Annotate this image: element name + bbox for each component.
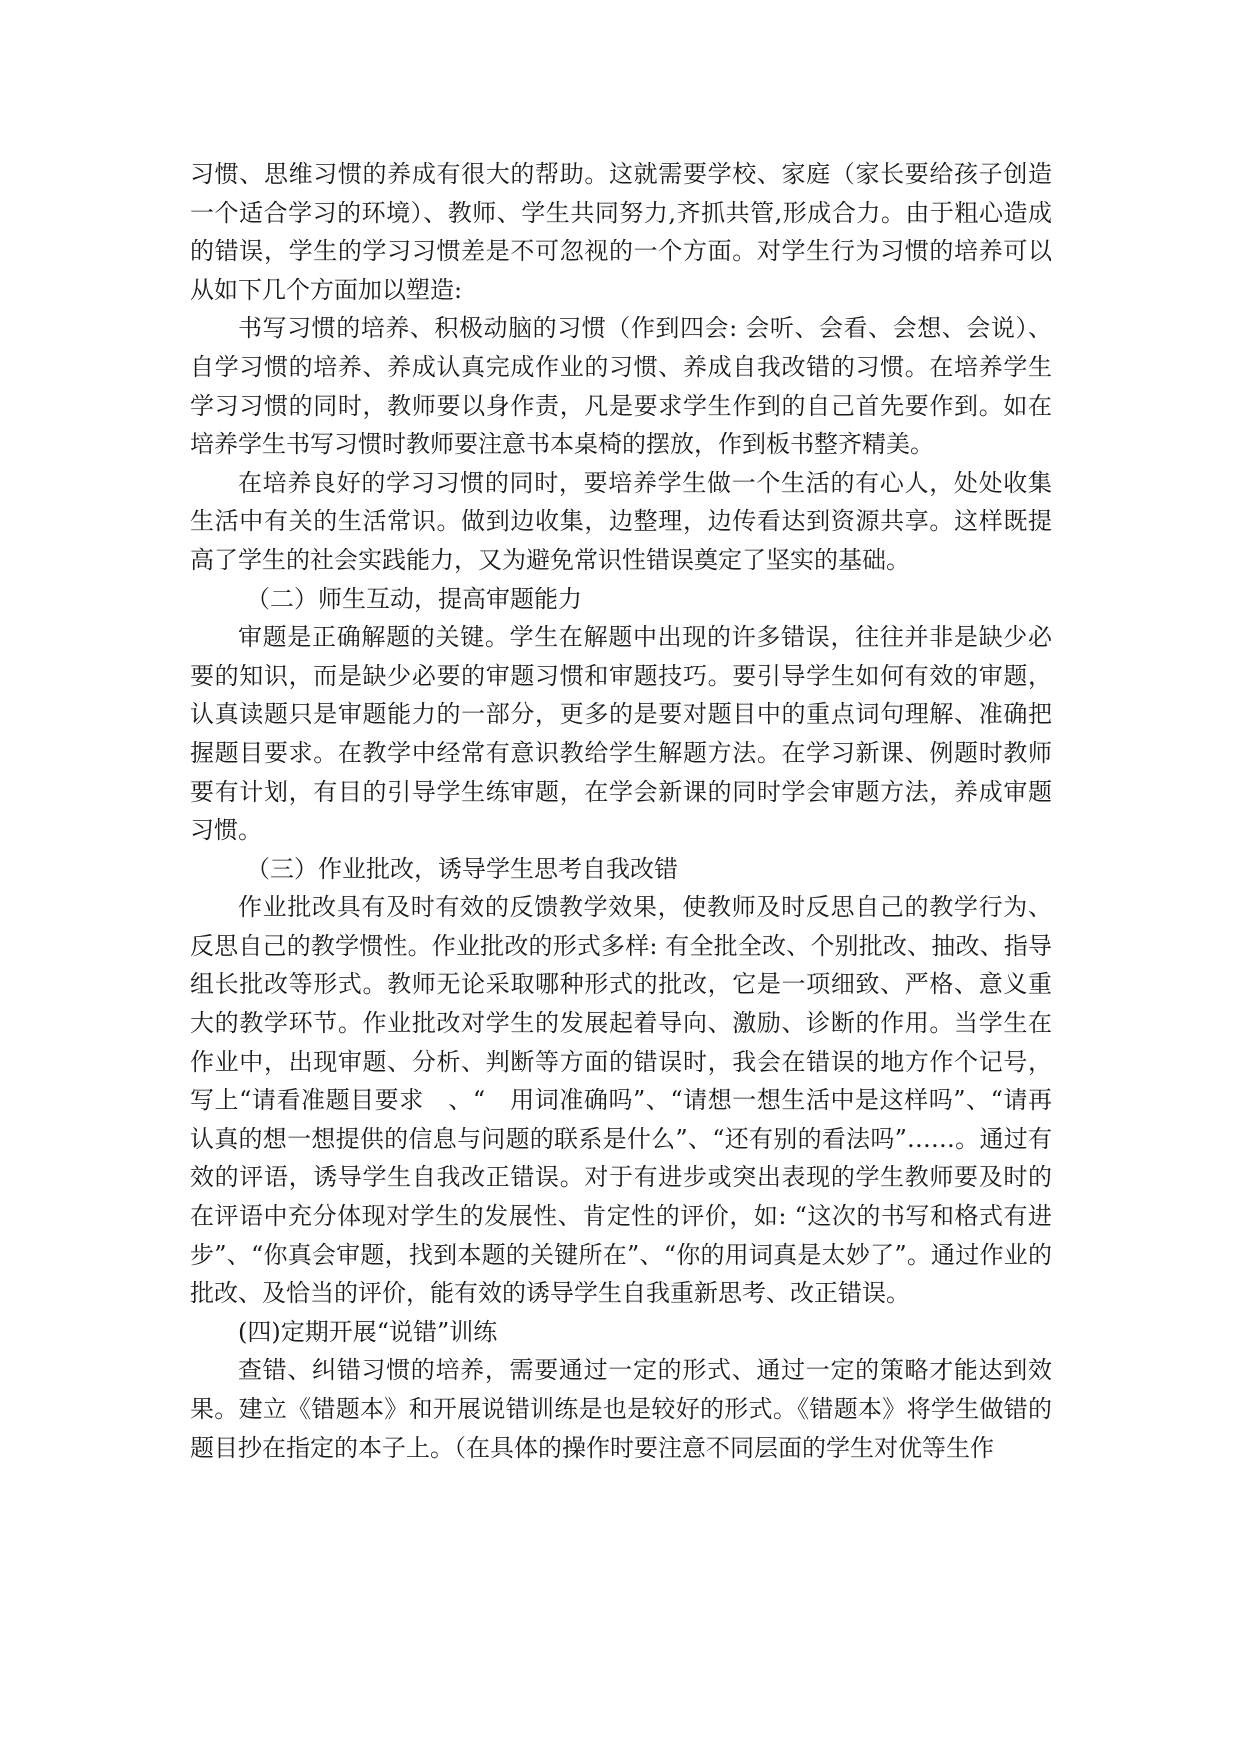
section-heading-4: (四)定期开展“说错”训练	[238, 1317, 498, 1346]
document-page	[190, 155, 1052, 1467]
paragraph-life-knowledge: 在培养良好的学习习惯的同时，要培养学生做一个生活的有心人，处处收集生活中有关的生活常识。做到边收集，边整理，边传看达到资源共享。这样既提高了学生的社会实践能力，又为避免常识性错误奠定了坚实的基础。	[190, 468, 1052, 574]
section-heading-3: （三）作业批改，诱导学生思考自我改错	[246, 854, 678, 883]
paragraph-habits-intro: 习惯、思维习惯的养成有很大的帮助。这就需要学校、家庭（家长要给孩子创造一个适合学习的环境）、教师、学生共同努力,齐抓共管,形成合力。由于粗心造成的错误，学生的学习习惯差是不可忽视的一个方面。对学生行为习惯的培养可以从如下几个方面加以塑造:	[190, 160, 1052, 304]
paragraph-homework-correction: 作业批改具有及时有效的反馈教学效果，使教师及时反思自己的教学行为、反思自己的教学惯性。作业批改的形式多样: 有全批全改、个别批改、抽改、指导组长批改等形式。教师无论采取哪种形式的批改，它是一项细致、严格、意义重大的教学环节。作业批改对学生的发展起着导向、激励、诊断的作用。当学生在作业中，出现审题、分析、判断等方面的错误时，我会在错误的地方作个记号，写上“请看准题目要求 、“ 用词准确吗”、“请想一想生活中是这样吗”、“请再认真的想一想提供的信息与问题的联系是什么”、“还有别的看法吗”……。通过有效的评语，诱导学生自我改正错误。对于有进步或突出表现的学生教师要及时的在评语中充分体现对学生的发展性、肯定性的评价，如: “这次的书写和格式有进步”、“你真会审题，找到本题的关键所在”、“你的用词真是太妙了”。通过作业的批改、及恰当的评价，能有效的诱导学生自我重新思考、改正错误。	[190, 893, 1052, 1308]
paragraph-error-notebook: 查错、纠错习惯的培养，需要通过一定的形式、通过一定的策略才能达到效果。建立《错题本》和开展说错训练是也是较好的形式。《错题本》将学生做错的题目抄在指定的本子上。（在具体的操作时要注意不同层面的学生对优等生作	[190, 1356, 1052, 1462]
paragraph-reading-questions: 审题是正确解题的关键。学生在解题中出现的许多错误，往往并非是缺少必要的知识，而是缺少必要的审题习惯和审题技巧。要引导学生如何有效的审题，认真读题只是审题能力的一部分，更多的是要对题目中的重点词句理解、准确把握题目要求。在教学中经常有意识教给学生解题方法。在学习新课、例题时教师要有计划，有目的引导学生练审题，在学会新课的同时学会审题方法，养成审题习惯。	[190, 623, 1052, 845]
section-heading-2: （二）师生互动，提高审题能力	[246, 584, 582, 613]
paragraph-habit-types: 书写习惯的培养、积极动脑的习惯（作到四会: 会听、会看、会想、会说）、自学习惯的培养、养成认真完成作业的习惯、养成自我改错的习惯。在培养学生学习习惯的同时，教师要以身作责，凡是要求学生作到的自己首先要作到。如在培养学生书写习惯时教师要注意书本桌椅的摆放，作到板书整齐精美。	[190, 314, 1052, 459]
